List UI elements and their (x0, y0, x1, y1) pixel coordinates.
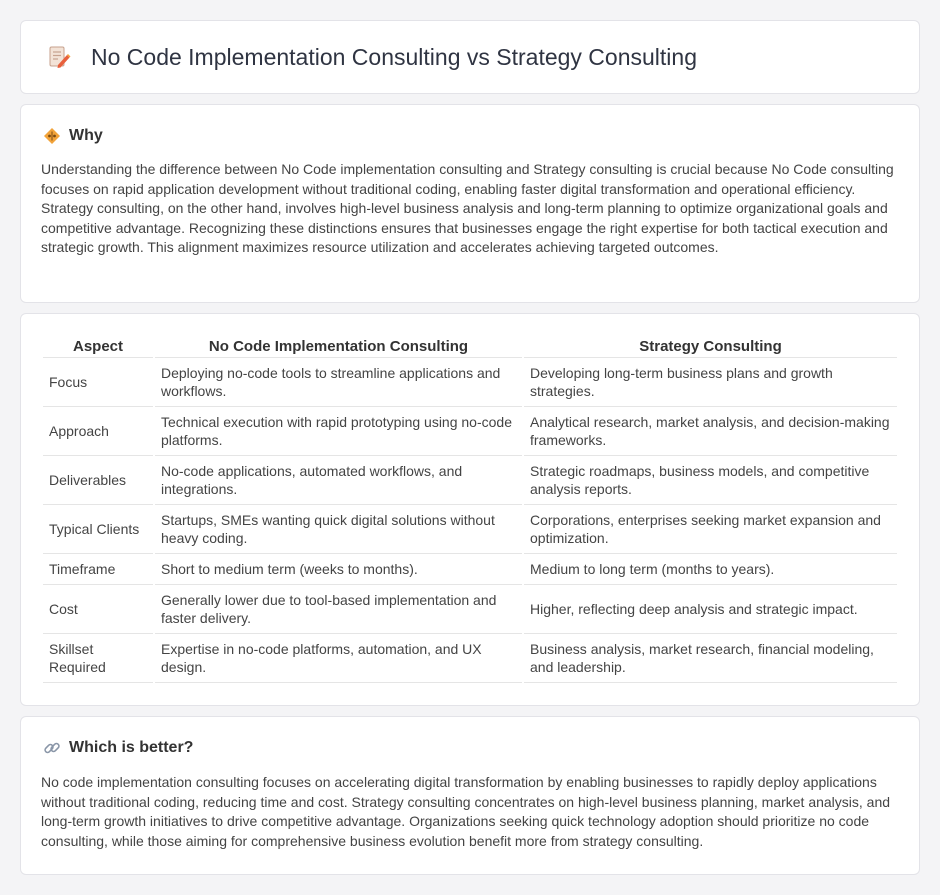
strategy-cell: Strategic roadmaps, business models, and competitive analysis reports. (524, 456, 897, 505)
aspect-cell: Approach (43, 407, 153, 456)
title-card (20, 20, 920, 94)
document-pencil-icon (47, 45, 71, 69)
why-header (21, 105, 919, 145)
why-title: Why (69, 127, 103, 144)
no-code-cell: Deploying no-code tools to streamline applications and workflows. (155, 358, 522, 407)
header-strategy: Strategy Consulting (524, 336, 897, 358)
aspect-cell: Typical Clients (43, 505, 153, 554)
strategy-cell: Higher, reflecting deep analysis and strategic impact. (524, 585, 897, 634)
table-row (43, 554, 897, 585)
no-code-cell: Expertise in no-code platforms, automation, and UX design. (155, 634, 522, 683)
aspect-cell: Focus (43, 358, 153, 407)
diamond-icon (43, 127, 61, 145)
table-row (43, 505, 897, 554)
no-code-cell: Technical execution with rapid prototyping using no-code platforms. (155, 407, 522, 456)
header-no-code: No Code Implementation Consulting (155, 336, 522, 358)
strategy-cell: Developing long-term business plans and growth strategies. (524, 358, 897, 407)
better-header (21, 717, 919, 757)
which-is-better-section (20, 716, 920, 875)
strategy-cell: Analytical research, market analysis, and decision-making frameworks. (524, 407, 897, 456)
better-title: Which is better? (69, 739, 194, 756)
strategy-cell: Business analysis, market research, financial modeling, and leadership. (524, 634, 897, 683)
link-icon (43, 739, 61, 757)
table-row (43, 634, 897, 683)
why-text: Understanding the difference between No Code implementation consulting and Strategy consulting is crucial because No Code consulting focuses on rapid application development without traditional coding, enabling faster digital transformation and operational efficiency. Strategy consulting, on the other hand, involves high-level business analysis and long-term planning to optimize organizational goals and competitive advantage. Recognizing these distinctions ensures that businesses engage the right expertise for both tactical execution and strategic growth. This alignment maximizes resource utilization and accelerates achieving targeted outcomes. (41, 161, 894, 255)
no-code-cell: Startups, SMEs wanting quick digital solutions without heavy coding. (155, 505, 522, 554)
table-header-row (43, 336, 897, 358)
aspect-cell: Deliverables (43, 456, 153, 505)
no-code-cell: Generally lower due to tool-based implementation and faster delivery. (155, 585, 522, 634)
no-code-cell: No-code applications, automated workflows, and integrations. (155, 456, 522, 505)
aspect-cell: Skillset Required (43, 634, 153, 683)
aspect-cell: Cost (43, 585, 153, 634)
no-code-cell: Short to medium term (weeks to months). (155, 554, 522, 585)
strategy-cell: Medium to long term (months to years). (524, 554, 897, 585)
comparison-card (20, 313, 920, 706)
why-section (20, 104, 920, 303)
comparison-table (41, 336, 899, 683)
header-aspect: Aspect (43, 336, 153, 358)
table-row (43, 358, 897, 407)
strategy-cell: Corporations, enterprises seeking market expansion and optimization. (524, 505, 897, 554)
table-row (43, 407, 897, 456)
table-row (43, 585, 897, 634)
better-text: No code implementation consulting focuses on accelerating digital transformation by enabling businesses to rapidly deploy applications without traditional coding, reducing time and cost. Strategy consulting concentrates on high-level business planning, market analysis, and long-term growth initiatives to drive competitive advantage. Organizations seeking quick technology adoption should prioritize no code consulting, while those aiming for comprehensive business evolution benefit more from strategy consulting. (41, 774, 891, 849)
page-title: No Code Implementation Consulting vs Strategy Consulting (91, 43, 697, 70)
title-row (21, 21, 919, 93)
aspect-cell: Timeframe (43, 554, 153, 585)
table-row (43, 456, 897, 505)
